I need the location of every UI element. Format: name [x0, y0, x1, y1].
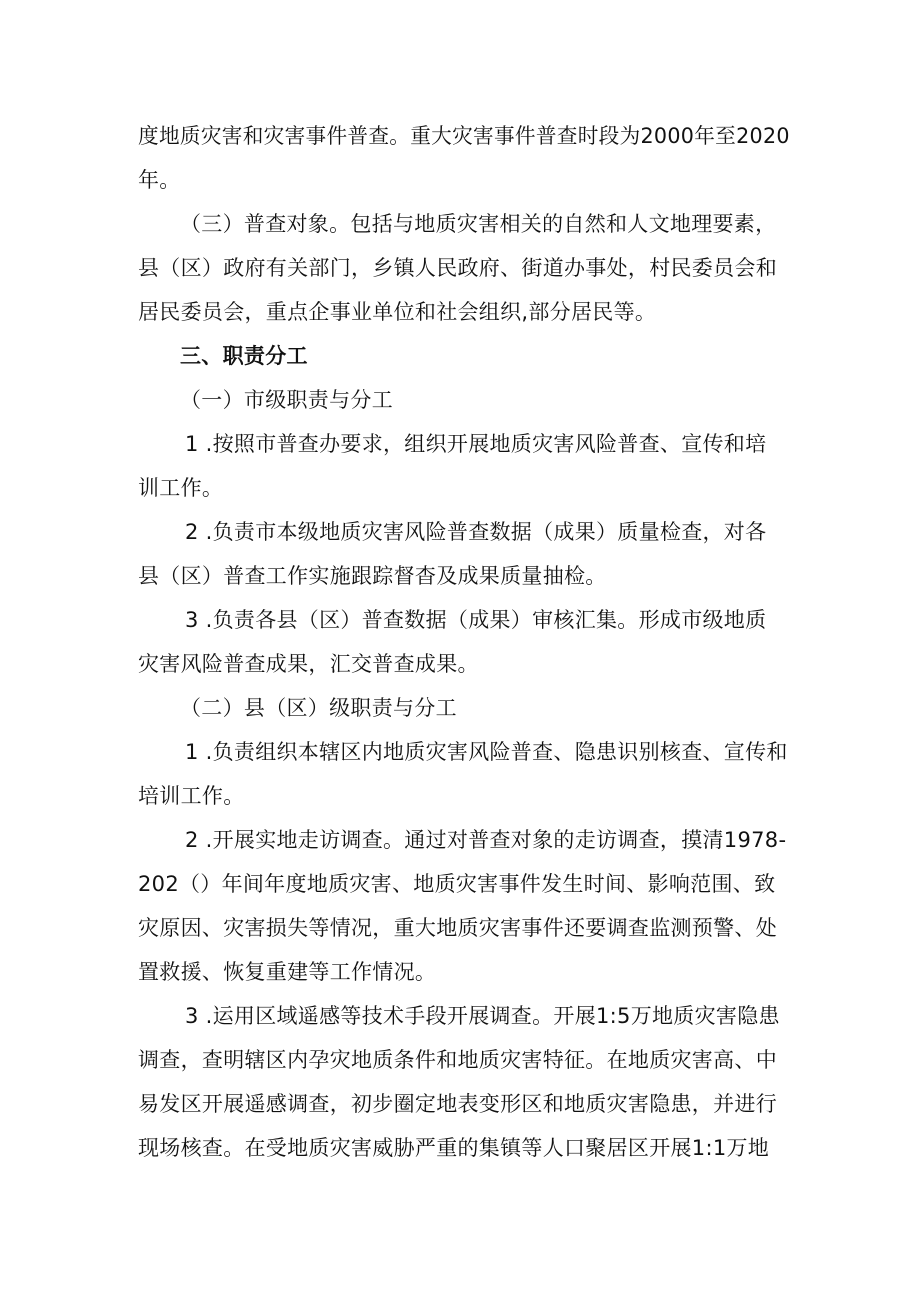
- text-line: 度地质灾害和灾害事件普查。重大灾害事件普查时段为2000年至2020: [138, 124, 790, 148]
- text-line: 3 .运用区域遥感等技术手段开展调查。开展1:5万地质灾害隐患: [185, 1004, 780, 1028]
- text-line: 2 .开展实地走访调查。通过对普查对象的走访调查，摸清1978-: [185, 828, 787, 852]
- text-line: 202（）年间年度地质灾害、地质灾害事件发生时间、影响范围、致: [138, 872, 776, 896]
- text-line: 1 .负责组织本辖区内地质灾害风险普查、隐患识别核查、宣传和: [185, 740, 788, 764]
- text-line: 易发区开展遥感调查，初步圈定地表变形区和地质灾害隐患，并进行: [138, 1092, 777, 1116]
- text-line: 县（区）普查工作实施跟踪督杳及成果质量抽检。: [138, 564, 607, 588]
- text-line: 灾害风险普查成果，汇交普查成果。: [138, 652, 479, 676]
- text-line: 培训工作。: [138, 784, 245, 808]
- text-line: 调查，查明辖区内孕灾地质条件和地质灾害特征。在地质灾害高、中: [138, 1048, 777, 1072]
- text-line: 2 .负责市本级地质灾害风险普查数据（成果）质量检查，对各: [185, 520, 767, 544]
- text-line: 置救援、恢复重建等工作情况。: [138, 960, 437, 984]
- subsection-heading: （一）市级职责与分工: [180, 388, 393, 412]
- subsection-heading: （二）县（区）级职责与分工: [180, 696, 457, 720]
- section-heading: 三、职责分工: [180, 344, 308, 368]
- text-line: 1 .按照市普查办要求，组织开展地质灾害风险普查、宣传和培: [185, 432, 767, 456]
- text-line: 居民委员会，重点企事业单位和社会组织,部分居民等。: [138, 300, 657, 324]
- text-line: 现场核查。在受地质灾害威胁严重的集镇等人口聚居区开展1:1万地: [138, 1136, 770, 1160]
- text-line: 训工作。: [138, 476, 224, 500]
- text-line: 县（区）政府有关部门，乡镇人民政府、街道办事处，村民委员会和: [138, 256, 777, 280]
- text-line: 年。: [138, 168, 181, 192]
- text-line: （三）普查对象。包括与地质灾害相关的自然和人文地理要素，: [180, 212, 777, 236]
- text-line: 3 .负责各县（区）普查数据（成果）审核汇集。形成市级地质: [185, 608, 767, 632]
- text-line: 灾原因、灾害损失等情况，重大地质灾害事件还要调查监测预警、处: [138, 916, 777, 940]
